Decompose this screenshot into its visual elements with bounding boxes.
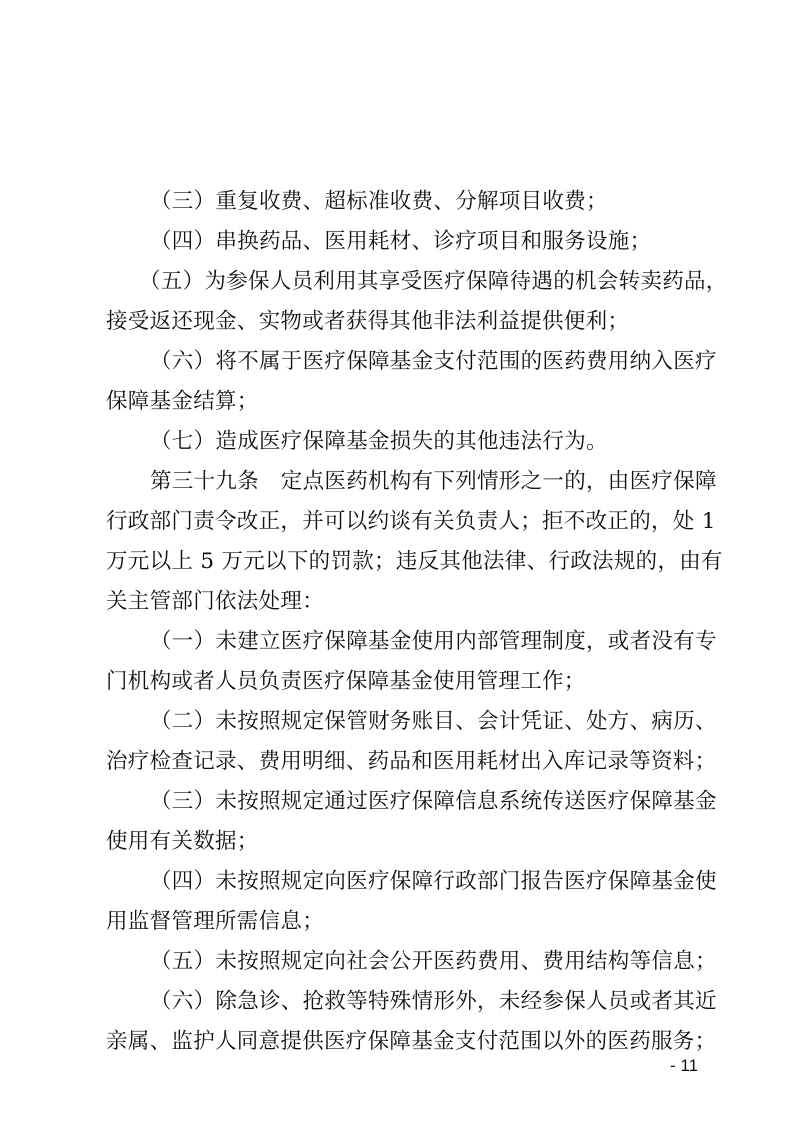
paragraph-line: 用监督管理所需信息； bbox=[106, 909, 325, 934]
paragraph-line: 治疗检查记录、费用明细、药品和医用耗材出入库记录等资料； bbox=[106, 749, 717, 774]
paragraph-line: 行政部门责令改正，并可以约谈有关负责人；拒不改正的，处 1 bbox=[106, 509, 716, 534]
paragraph-line: （七）造成医疗保障基金损失的其他违法行为。 bbox=[150, 429, 608, 454]
article-heading-line: 第三十九条 定点医药机构有下列情形之一的，由医疗保障 bbox=[150, 469, 717, 494]
paragraph-line: 关主管部门依法处理： bbox=[106, 589, 325, 614]
paragraph-line: （四）串换药品、医用耗材、诊疗项目和服务设施； bbox=[150, 229, 652, 254]
paragraph-line: 万元以上 5 万元以下的罚款；违反其他法律、行政法规的，由有 bbox=[106, 549, 723, 574]
paragraph-line: （一）未建立医疗保障基金使用内部管理制度，或者没有专 bbox=[150, 629, 717, 654]
page-number: - 11 bbox=[670, 1056, 699, 1075]
paragraph-line: （三）未按照规定通过医疗保障信息系统传送医疗保障基金 bbox=[150, 789, 717, 814]
paragraph-line: （四）未按照规定向医疗保障行政部门报告医疗保障基金使 bbox=[150, 869, 717, 894]
paragraph-line: 亲属、监护人同意提供医疗保障基金支付范围以外的医药服务； bbox=[106, 1029, 717, 1054]
paragraph-line: 接受返还现金、实物或者获得其他非法利益提供便利； bbox=[106, 309, 630, 334]
paragraph-line: （六）除急诊、抢救等特殊情形外，未经参保人员或者其近 bbox=[150, 989, 717, 1014]
paragraph-line: 使用有关数据； bbox=[106, 829, 259, 854]
paragraph-line: （五）未按照规定向社会公开医药费用、费用结构等信息； bbox=[150, 949, 717, 974]
paragraph-line: 门机构或者人员负责医疗保障基金使用管理工作； bbox=[106, 669, 586, 694]
paragraph-line: 保障基金结算； bbox=[106, 389, 259, 414]
paragraph-line: （二）未按照规定保管财务账目、会计凭证、处方、病历、 bbox=[150, 709, 717, 734]
paragraph-line: （六）将不属于医疗保障基金支付范围的医药费用纳入医疗 bbox=[150, 349, 717, 374]
paragraph-line: （五）为参保人员利用其享受医疗保障待遇的机会转卖药品， bbox=[139, 269, 728, 294]
paragraph-line: （三）重复收费、超标准收费、分解项目收费； bbox=[150, 189, 608, 214]
